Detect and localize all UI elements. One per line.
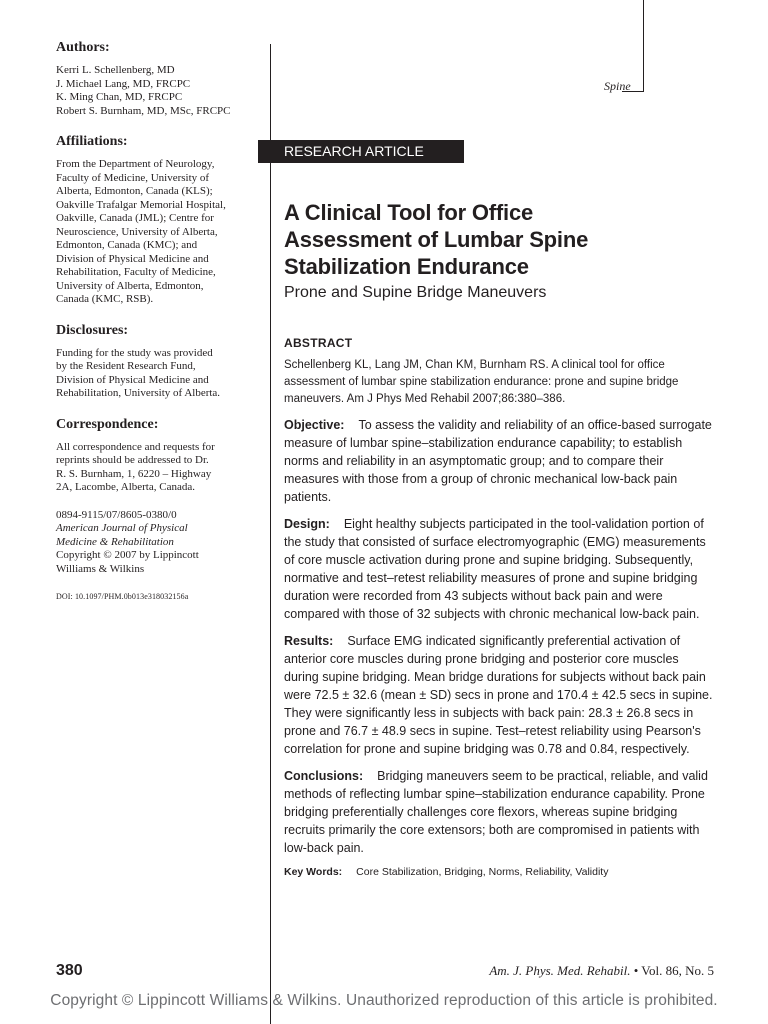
author-name: Robert S. Burnham, MD, MSc, FRCPC [56,104,231,117]
design-label: Design: [284,517,330,531]
objective-text: To assess the validity and reliability of an office-based surrogate measure of lumbar spine–stabilization endurance capability; to establish norms and reliability in an asymptomatic group; and to compare their measures with those from a group of chronic mechanical low-back pain patients. [284,418,712,504]
objective-paragraph [284,416,714,506]
affiliation-line: Edmonton, Canada (KMC); and [56,239,198,251]
author-name: K. Ming Chan, MD, FRCPC [56,91,183,103]
affiliation-line: Oakville Trafalgar Memorial Hospital, [56,198,226,211]
footer-journal-info [489,963,714,979]
correspondence-section [56,417,261,602]
issn-code: 0894-9115/07/8605-0380/0 [56,508,177,521]
footer-journal-abbrev: Am. J. Phys. Med. Rehabil. [489,963,631,978]
journal-name-line: Medicine & Rehabilitation [56,535,174,548]
affiliation-line: Rehabilitation, Faculty of Medicine, [56,266,216,278]
authors-list [56,64,261,118]
design-paragraph [284,515,714,623]
disclosures-heading: Disclosures: [56,322,129,338]
results-text: Surface EMG indicated significantly preferential activation of anterior core muscles during prone bridging and posterior core muscles during supine bridging. Mean bridge durations for subjects without back pain were 72.5 ± 32.6 (mean ± SD) secs in prone and 170.4 ± 42.5 secs in supine. They were significantly less in subjects with back pain: 28.3 ± 26.8 secs in prone and 76.7 ± 48.9 secs in supine. Test–retest reliability using Pearson's correlation for prone and supine bridging was 0.78 and 0.84, respectively. [284,634,713,756]
correspondence-line: 2A, Lacombe, Alberta, Canada. [56,481,195,493]
disclosure-line: Funding for the study was provided [56,346,213,359]
article-subtitle: Prone and Supine Bridge Maneuvers [284,284,547,301]
affiliations-heading: Affiliations: [56,134,128,149]
publication-info [56,509,261,577]
correspondence-line: All correspondence and requests for [56,440,215,453]
correspondence-line: R. S. Burnham, 1, 6220 – Highway [56,467,212,480]
affiliation-line: Alberta, Edmonton, Canada (KLS); [56,185,213,197]
affiliation-line: Oakville, Canada (JML); Centre for [56,212,214,224]
copyright-line: Copyright © 2007 by Lippincott [56,549,199,561]
affiliations-text [56,158,261,307]
column-divider [270,44,271,1024]
title-line: Assessment of Lumbar Spine [284,227,589,252]
conclusions-text: Bridging maneuvers seem to be practical, reliable, and valid methods of reflecting lumbar spine–stabilization endurance capability. Prone bridging preferentially challenges core flexors, whereas supine bridging recruits primarily the core extensors; both are compromised in patients with low-back pain. [284,769,708,855]
design-text: Eight healthy subjects participated in the tool-validation portion of the study that consisted of surface electromyographic (EMG) measurements of core muscle activation during prone and supine bridging. Subsequently, normative and test–retest reliability measures of prone and supine bridging duration were recorded from 43 subjects without back pain and were compared with those of 32 subjects with chronic mechanical low-back pain. [284,517,706,621]
affiliation-line: Division of Physical Medicine and [56,252,209,265]
doi-link[interactable]: DOI: 10.1097/PHM.0b013e318032156a [56,592,189,601]
objective-label: Objective: [284,418,345,432]
keywords-label: Key Words: [284,866,343,878]
results-label: Results: [284,634,334,648]
title-line: Stabilization Endurance [284,254,529,279]
correspondence-text [56,441,261,495]
abstract-citation: Schellenberg KL, Lang JM, Chan KM, Burnham RS. A clinical tool for office assessment of lumbar spine stabilization endurance: prone and supine bridge maneuvers. Am J Phys Med Rehabil 2007;86:380–386. [284,359,679,405]
disclosure-line: Rehabilitation, University of Alberta. [56,387,221,399]
affiliation-line: Neuroscience, University of Alberta, [56,225,218,238]
disclosure-line: by the Resident Research Fund, [56,360,196,372]
affiliation-line: Faculty of Medicine, University of [56,171,210,184]
article-title [284,199,714,280]
article-main [284,140,714,878]
article-type-label: RESEARCH ARTICLE [258,140,464,163]
affiliations-section [56,134,261,307]
affiliation-line: From the Department of Neurology, [56,158,215,170]
affiliation-line: Canada (KMC, RSB). [56,293,154,305]
disclosures-section [56,323,261,401]
disclosure-line: Division of Physical Medicine and [56,373,209,386]
keywords-text: Core Stabilization, Bridging, Norms, Reliability, Validity [356,866,609,878]
correspondence-line: reprints should be addressed to Dr. [56,454,209,466]
affiliation-line: University of Alberta, Edmonton, [56,279,204,292]
results-paragraph [284,632,714,758]
page-number: 380 [56,962,83,979]
correspondence-heading: Correspondence: [56,416,159,432]
disclosures-text [56,347,261,401]
title-line: A Clinical Tool for Office [284,200,534,225]
abstract-heading: ABSTRACT [284,336,353,350]
author-name: Kerri L. Schellenberg, MD [56,64,175,76]
sidebar [56,40,261,617]
authors-section [56,40,261,118]
copyright-notice: Copyright © Lippincott Williams & Wilkins. Unauthorized reproduction of this article is prohibited. [50,992,718,1009]
section-tag: Spine [604,79,631,93]
journal-name-line: American Journal of Physical [56,522,188,534]
authors-heading: Authors: [56,40,110,55]
footer-volume: • Vol. 86, No. 5 [633,963,714,978]
author-name: J. Michael Lang, MD, FRCPC [56,77,191,90]
conclusions-paragraph [284,767,714,857]
header-rule [643,0,644,92]
keywords-line [284,866,714,878]
conclusions-label: Conclusions: [284,769,364,783]
copyright-line: Williams & Wilkins [56,562,145,575]
